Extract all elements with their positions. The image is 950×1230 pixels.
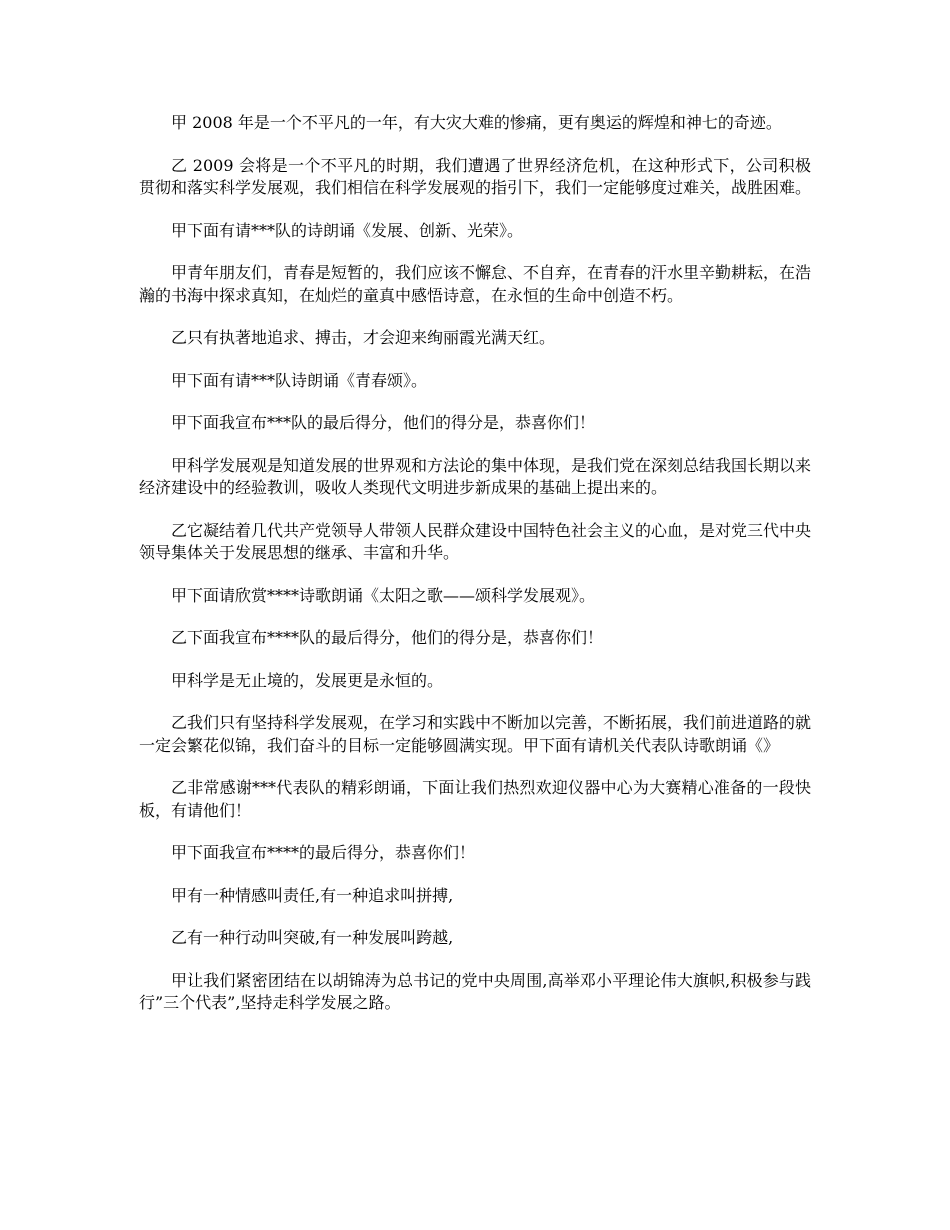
paragraph: 甲下面请欣赏****诗歌朗诵《太阳之歌——颂科学发展观》。: [171, 585, 596, 605]
paragraph: 甲下面我宣布***队的最后得分，他们的得分是，恭喜你们！: [171, 413, 596, 432]
paragraph: 乙 2009 会将是一个不平凡的时期，我们遭遇了世界经济危机，在这种形式下，公司积极贯彻和落实科学发展观，我们相信在科学发展观的指引下，我们一定能够度过难关，战胜困难。: [139, 155, 812, 197]
paragraph: 乙我们只有坚持科学发展观，在学习和实践中不断加以完善，不断拓展，我们前进道路的就一定会繁花似锦，我们奋斗的目标一定能够圆满实现。甲下面有请机关代表队诗歌朗诵《》: [139, 713, 812, 755]
paragraph: 甲下面有请***队的诗朗诵《发展、创新、光荣》。: [171, 220, 524, 240]
paragraph: 乙下面我宣布****队的最后得分，他们的得分是，恭喜你们！: [171, 628, 604, 647]
paragraph: 甲有一种情感叫责任,有一种追求叫拼搏,: [171, 885, 454, 905]
paragraph: 甲青年朋友们，青春是短暂的，我们应该不懈怠、不自弃，在青春的汗水里辛勤耕耘，在浩瀚的书海中探求真知，在灿烂的童真中感悟诗意，在永恒的生命中创造不朽。: [139, 263, 812, 305]
paragraph: 甲下面有请***队诗朗诵《青春颂》。: [171, 370, 428, 390]
document-body: [139, 112, 811, 1035]
paragraph: 乙它凝结着几代共产党领导人带领人民群众建设中国特色社会主义的心血，是对党三代中央领导集体关于发展思想的继承、丰富和升华。: [139, 520, 812, 562]
paragraph: 甲科学是无止境的，发展更是永恒的。: [171, 670, 444, 690]
paragraph: 甲科学发展观是知道发展的世界观和方法论的集中体现，是我们党在深刻总结我国长期以来经济建设中的经验教训，吸收人类现代文明进步新成果的基础上提出来的。: [139, 455, 812, 497]
paragraph: 乙非常感谢***代表队的精彩朗诵，下面让我们热烈欢迎仪器中心为大赛精心准备的一段快板，有请他们！: [139, 778, 811, 820]
paragraph: 乙只有执著地追求、搏击，才会迎来绚丽霞光满天红。: [171, 328, 556, 347]
paragraph: 甲下面我宣布****的最后得分，恭喜你们！: [171, 843, 476, 862]
paragraph: 乙有一种行动叫突破,有一种发展叫跨越,: [171, 928, 454, 947]
paragraph: 甲让我们紧密团结在以胡锦涛为总书记的党中央周围,高举邓小平理论伟大旗帜,积极参与践行”三个代表”,坚持走科学发展之路。: [139, 970, 811, 1012]
paragraph: 甲 2008 年是一个不平凡的一年，有大灾大难的惨痛，更有奥运的辉煌和神七的奇迹。: [171, 113, 782, 132]
